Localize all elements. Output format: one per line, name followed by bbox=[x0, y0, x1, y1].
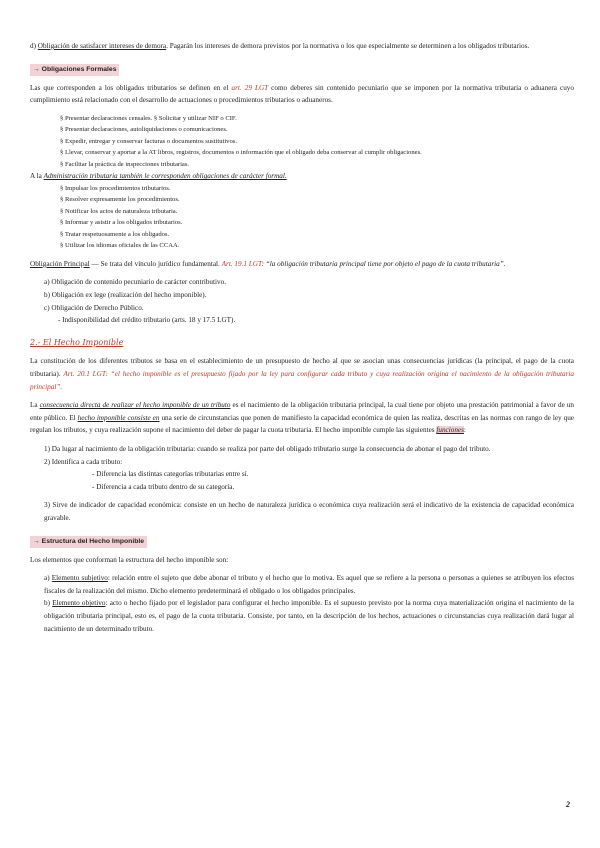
list-item: 2) Identifica a cada tributo: bbox=[44, 457, 123, 466]
section-heading-formales: → Obligaciones Formales bbox=[30, 64, 119, 76]
list-item: a) Elemento subjetivo: relación entre el sujeto que debe abonar el tributo y el hecho que lo motiva. Es aquel que se refiere a la persona o personas a quienes se atribuyen los efectos fiscales de la realización del mismo. Dicho elemento predeterminará el obligado o los obligados principales. bbox=[44, 574, 574, 595]
list-item: § Impulsar los procedimientos tributarios. bbox=[60, 184, 171, 192]
estructura-list bbox=[44, 572, 574, 635]
list-item: b) Obligación ex lege (realización del hecho imponible). bbox=[44, 291, 207, 300]
list-item: a) Obligación de contenido pecuniario de carácter contributivo. bbox=[44, 278, 227, 287]
list-item: § Resolver expresamente los procedimientos. bbox=[60, 196, 180, 204]
intro-title: Obligación de satisfacer intereses de demora bbox=[37, 42, 167, 50]
list-item: § Tratar respetuosamente a los obligados. bbox=[60, 230, 170, 238]
list-item: § Llevar, conservar y aportar a la AT libros, registros, documentos o información que el obligado deba conservar al cumplir obligaciones. bbox=[60, 149, 422, 157]
formales-list bbox=[60, 113, 574, 171]
law-reference: Art. 20.1 LGT bbox=[63, 370, 106, 379]
list-item: § Informar y asistir a los obligados tributarios. bbox=[60, 219, 183, 227]
list-item: b) Elemento objetivo: acto o hecho fijado por el legislador para configurar el hecho imponible. Es el supuesto previsto por la norma cuya materialización origina el nacimiento de la obligación tributaria principal, esto es, el pago de la cuota tributaria. Consiste, por tanto, en la descripción de los hechos, actuaciones o circunstancias cuya realización dará lugar al nacimiento de un determinado tributo. bbox=[44, 599, 574, 633]
hecho-paragraph-1: La constitución de los diferentes tributos se basa en el establecimiento de un presupuesto de hecho al que se asocian unas consecuencias jurídicas (la principal, el pago de la cuota tributaria). Art. 20.1 LGT: “el hecho imponible es el presupuesto fijado por la ley para configurar cada tributo y cuya realización origina el nacimiento de la obligación tributaria principal”. bbox=[30, 357, 574, 391]
list-sub-item: - Indisponibilidad del crédito tributario (arts. 18 y 17.5 LGT). bbox=[58, 316, 236, 325]
list-item: § Utilizar los idiomas oficiales de las CCAA. bbox=[60, 242, 180, 250]
section-heading-estructura: → Estructura del Hecho Imponible bbox=[30, 536, 147, 548]
list-item: § Presentar declaraciones censales. § Solicitar y utilizar NIF o CIF. bbox=[60, 114, 237, 122]
admin-list bbox=[60, 183, 574, 252]
formales-paragraph: Las que corresponden a los obligados tributarios se definen en el art. 29 LGT como deberes sin contenido pecuniario que se imponen por la normativa tributaria o aduanera cuyo cumplimiento está relacionado con el desarrollo de actuaciones o procedimientos tributarios o aduaneros. bbox=[30, 83, 574, 105]
law-reference: Art. 19.1 LGT bbox=[221, 259, 262, 268]
intro-paragraph bbox=[30, 40, 574, 53]
hecho-paragraph-2: La consecuencia directa de realizar el hecho imponible de un tributo es el nacimiento de la obligación tributaria principal, la cual tiene por objeto una prestación patrimonial a favor de un ente público. El hecho imponible consiste en una serie de circunstancias que ponen de manifiesto la capacidad económica de quien las realiza, descritas en las normas con rango de ley que regulan los tributos, y cuya realización supone el nacimiento del deber de pagar la cuota tributaria. El hecho imponible cumple las siguientes funciones: bbox=[30, 401, 574, 435]
principal-list bbox=[44, 276, 574, 326]
admin-intro: A la Administración tributaria también le corresponden obligaciones de carácter formal. bbox=[30, 172, 287, 181]
estructura-intro: Los elementos que conforman la estructura del hecho imponible son: bbox=[30, 555, 229, 564]
list-item: § Expedir, entregar y conservar facturas o documentos sustitutivos. bbox=[60, 137, 237, 145]
law-reference: art. 29 LGT bbox=[231, 83, 269, 92]
list-item: § Presentar declaraciones, autoliquidaciones o comunicaciones. bbox=[60, 126, 228, 134]
list-item: § Facilitar la práctica de inspecciones tributarias. bbox=[60, 160, 190, 168]
funciones-list bbox=[44, 443, 574, 525]
list-item: 1) Da lugar al nacimiento de la obligación tributaria: cuando se realiza por parte del obligado tributario surge la consecuencia de abonar el pago del tributo. bbox=[44, 445, 491, 453]
document-page bbox=[30, 40, 574, 635]
principal-paragraph: Obligación Principal — Se trata del vínculo jurídico fundamental. Art. 19.1 LGT: “la obligación tributaria principal tiene por objeto el pago de la cuota tributaria”. bbox=[30, 259, 506, 268]
principal-title: Obligación Principal bbox=[30, 259, 90, 268]
intro-label: d) bbox=[30, 42, 36, 50]
page-number: 2 bbox=[566, 800, 570, 809]
list-item: c) Obligación de Derecho Público. bbox=[44, 303, 144, 312]
intro-text: . Pagarán los intereses de demora previstos por la normativa o los que especialmente se determinen a los obligados tributarios. bbox=[166, 42, 530, 50]
list-item: 3) Sirve de indicador de capacidad económica: consiste en un hecho de naturaleza jurídica o económica cuya realización será el indicativo de la existencia de capacidad económica gravable. bbox=[44, 501, 574, 522]
list-sub-item: - Diferencia a cada tributo dentro de su categoría. bbox=[92, 482, 235, 491]
section-heading-hecho: 2.- El Hecho Imponible bbox=[30, 337, 124, 347]
list-sub-item: - Diferencia las distintas categorías tributarias entre sí. bbox=[92, 470, 249, 479]
list-item: § Notificar los actos de naturaleza tributaria. bbox=[60, 207, 178, 215]
